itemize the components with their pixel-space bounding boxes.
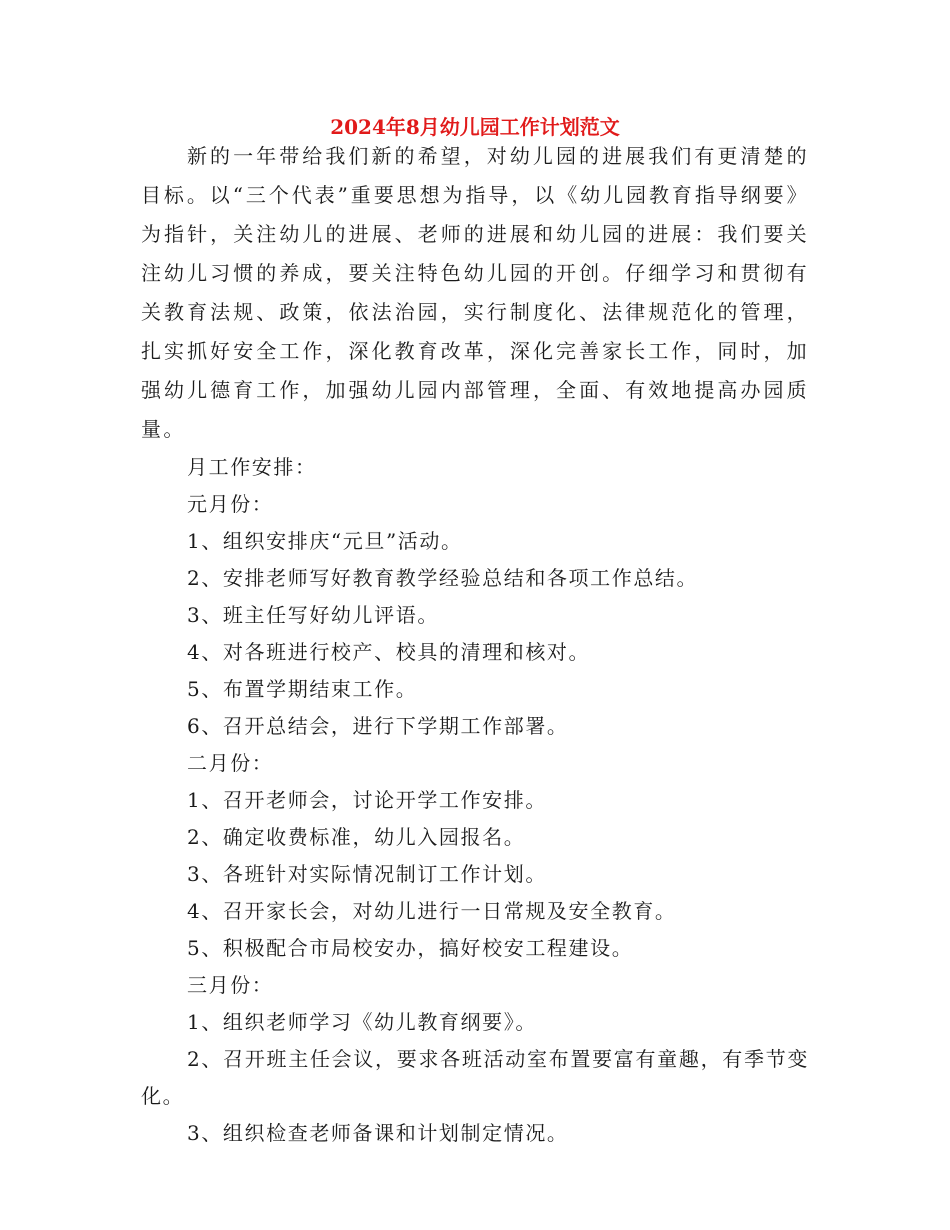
march-item: 3、组织检查老师备课和计划制定情况。 (187, 1121, 569, 1145)
march-item: 2、召开班主任会议，要求各班活动室布置要富有童趣，有季节变化。 (141, 1047, 809, 1108)
february-item: 1、召开老师会，讨论开学工作安排。 (187, 788, 547, 812)
january-item: 2、安排老师写好教育教学经验总结和各项工作总结。 (187, 566, 699, 590)
march-heading: 三月份： (187, 973, 274, 997)
january-item: 6、召开总结会，进行下学期工作部署。 (187, 714, 569, 738)
january-item: 1、组织安排庆“元旦”活动。 (187, 529, 463, 553)
march-item: 1、组织老师学习《幼儿教育纲要》。 (187, 1010, 537, 1034)
schedule-heading: 月工作安排： (187, 455, 317, 479)
january-heading: 元月份： (187, 492, 274, 516)
january-item: 3、班主任写好幼儿评语。 (187, 603, 439, 627)
intro-paragraph: 新的一年带给我们新的希望，对幼儿园的进展我们有更清楚的目标。以“三个代表”重要思想为指导，以《幼儿园教育指导纲要》为指针，关注幼儿的进展、老师的进展和幼儿园的进展：我们要关注幼儿习惯的养成，要关注特色幼儿园的开创。仔细学习和贯彻有关教育法规、政策，依法治园，实行制度化、法律规范化的管理，扎实抓好安全工作，深化教育改革，深化完善家长工作，同时，加强幼儿德育工作，加强幼儿园内部管理，全面、有效地提高办园质量。 (141, 144, 809, 441)
february-item: 4、召开家长会，对幼儿进行一日常规及安全教育。 (187, 899, 677, 923)
february-heading: 二月份： (187, 751, 274, 775)
february-item: 5、积极配合市局校安办，搞好校安工程建设。 (187, 936, 634, 960)
document-page (141, 113, 809, 1152)
document-title: 2024年8月幼儿园工作计划范文 (330, 115, 620, 139)
january-item: 4、对各班进行校产、校具的清理和核对。 (187, 640, 591, 664)
february-item: 2、确定收费标准，幼儿入园报名。 (187, 825, 526, 849)
january-item: 5、布置学期结束工作。 (187, 677, 418, 701)
february-item: 3、各班针对实际情况制订工作计划。 (187, 862, 547, 886)
